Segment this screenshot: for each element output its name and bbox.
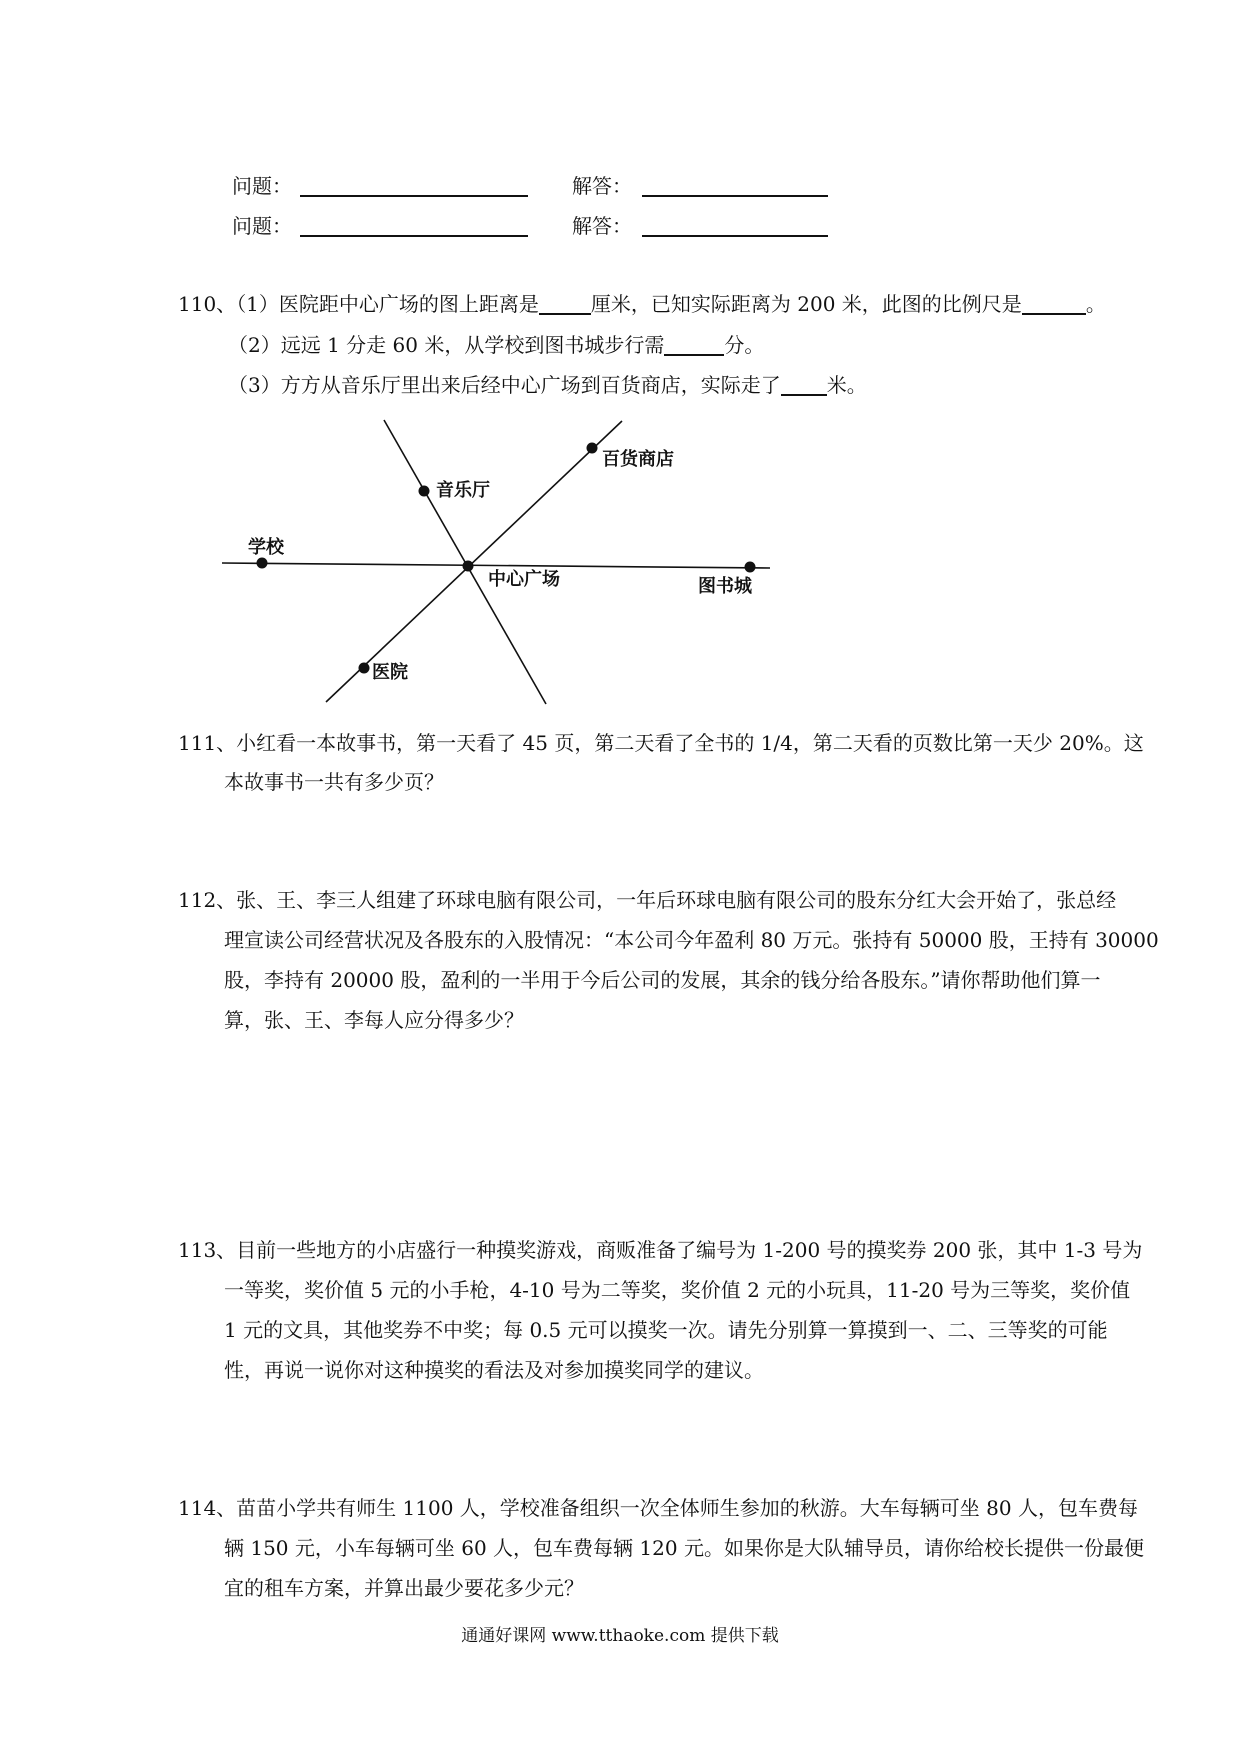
page-footer: 通通好课网 www.tthaoke.com 提供下载	[461, 1626, 779, 1646]
problem-text: （3）方方从音乐厅里出来后经中心广场到百货商店，实际走了	[228, 373, 781, 397]
problem-112-line2: 理宣读公司经营状况及各股东的入股情况：“本公司今年盈利 80 万元。张持有 50000 股，王持有 30000	[224, 928, 1159, 952]
problem-114-line3: 宜的租车方案，并算出最少要花多少元？	[224, 1576, 584, 1600]
hospital-label: 医院	[372, 662, 408, 683]
problem-text: （1）医院距中心广场的图上距离是	[236, 292, 539, 316]
music-hall-dot	[419, 486, 430, 497]
dept-store-label: 百货商店	[602, 449, 674, 470]
problem-112-line4: 算，张、王、李每人应分得多少？	[224, 1008, 524, 1032]
question-label: 问题：	[232, 174, 292, 198]
problem-text: 厘米，已知实际距离为 200 米，此图的比例尺是	[590, 292, 1022, 316]
answer-label: 解答：	[572, 214, 632, 238]
problem-text: 分。	[724, 333, 765, 357]
hospital-store-road	[326, 421, 622, 702]
problem-113-line3: 1 元的文具，其他奖券不中奖；每 0.5 元可以摸奖一次。请先分别算一算摸到一、二、三等奖的可能	[224, 1318, 1108, 1342]
question-label: 问题：	[232, 214, 292, 238]
library-dot	[745, 562, 756, 573]
problem-111-line2: 本故事书一共有多少页？	[224, 770, 444, 794]
center-label: 中心广场	[488, 569, 560, 590]
hospital-dot	[359, 663, 370, 674]
center-dot	[463, 561, 474, 572]
problem-text: 米。	[826, 373, 867, 397]
answer-label: 解答：	[572, 174, 632, 198]
problem-113-line1: 113、目前一些地方的小店盛行一种摸奖游戏，商贩准备了编号为 1-200 号的摸奖券 200 张，其中 1-3 号为	[178, 1238, 1143, 1262]
problem-112-line3: 股，李持有 20000 股，盈利的一半用于今后公司的发展，其余的钱分给各股东。”请你帮助他们算一	[224, 968, 1101, 992]
problem-111-line1: 111、小红看一本故事书，第一天看了 45 页，第二天看了全书的 1/4，第二天看的页数比第一天少 20%。这	[178, 731, 1144, 755]
music-hall-label: 音乐厅	[436, 480, 490, 501]
dept-store-dot	[587, 443, 598, 454]
problem-number: 110、	[178, 292, 237, 316]
problem-113-line4: 性，再说一说你对这种摸奖的看法及对参加摸奖同学的建议。	[224, 1358, 764, 1382]
school-label: 学校	[248, 537, 284, 558]
school-library-road	[222, 563, 770, 568]
library-label: 图书城	[698, 576, 752, 597]
problem-114-line1: 114、苗苗小学共有师生 1100 人，学校准备组织一次全体师生参加的秋游。大车每辆可坐 80 人，包车费每	[178, 1496, 1138, 1520]
school-dot	[257, 558, 268, 569]
problem-text: （2）远远 1 分走 60 米，从学校到图书城步行需	[228, 333, 665, 357]
problem-113-line2: 一等奖，奖价值 5 元的小手枪，4-10 号为二等奖，奖价值 2 元的小玩具，11-20 号为三等奖，奖价值	[224, 1278, 1131, 1302]
problem-text: 。	[1085, 292, 1106, 316]
problem-112-line1: 112、张、王、李三人组建了环球电脑有限公司，一年后环球电脑有限公司的股东分红大会开始了，张总经	[178, 888, 1117, 912]
problem-114-line2: 辆 150 元，小车每辆可坐 60 人，包车费每辆 120 元。如果你是大队辅导员，请你给校长提供一份最便	[224, 1536, 1144, 1560]
